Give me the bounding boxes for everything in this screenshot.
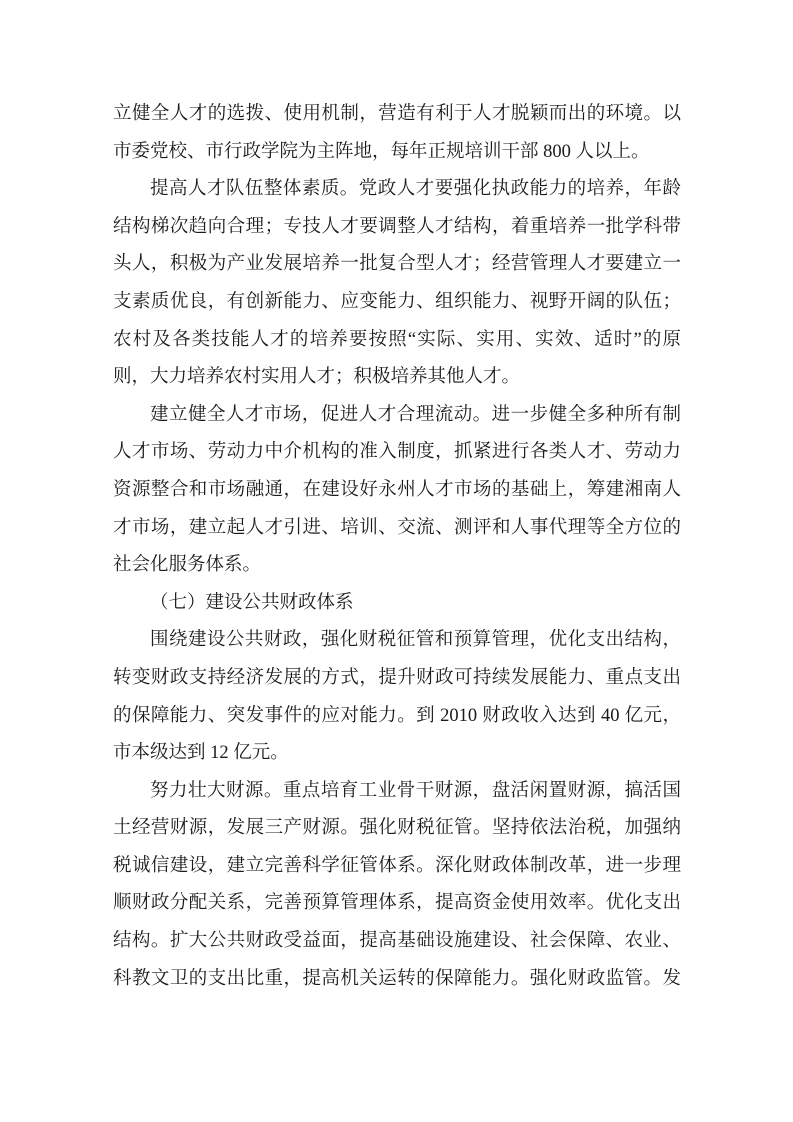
section-heading-7 xyxy=(113,585,681,623)
text-line: 结构梯次趋向合理；专技人才要调整人才结构，着重培养一批学科带 xyxy=(113,216,681,237)
paragraph-public-finance xyxy=(113,622,681,772)
text-line: 的保障能力、突发事件的应对能力。到 2010 财政收入达到 40 亿元， xyxy=(113,705,681,726)
text-line: 市委党校、市行政学院为主阵地，每年正规培训干部 800 人以上。 xyxy=(113,141,650,162)
text-line: 市本级达到 12 亿元。 xyxy=(113,743,289,764)
text-line: 提高人才队伍整体素质。党政人才要强化执政能力的培养，年龄 xyxy=(150,179,681,200)
text-line: 社会化服务体系。 xyxy=(113,555,262,576)
text-line: 税诚信建设，建立完善科学征管体系。深化财政体制改革，进一步理 xyxy=(113,855,681,876)
text-line: 土经营财源，发展三产财源。强化财税征管。坚持依法治税，加强纳 xyxy=(113,818,681,839)
text-line: 头人，积极为产业发展培养一批复合型人才；经营管理人才要建立一 xyxy=(113,254,681,275)
text-line: 科教文卫的支出比重，提高机关运转的保障能力。强化财政监管。发 xyxy=(113,968,681,989)
text-line: 才市场，建立起人才引进、培训、交流、测评和人事代理等全方位的 xyxy=(113,517,681,538)
text-line: 围绕建设公共财政，强化财税征管和预算管理，优化支出结构， xyxy=(150,630,681,651)
text-line: 支素质优良，有创新能力、应变能力、组织能力、视野开阔的队伍； xyxy=(113,291,681,312)
text-line: 转变财政支持经济发展的方式，提升财政可持续发展能力、重点支出 xyxy=(113,667,681,688)
paragraph-fiscal-sources xyxy=(113,773,681,999)
text-line: 则，大力培养农村实用人才；积极培养其他人才。 xyxy=(113,367,521,388)
paragraph-talent-market xyxy=(113,397,681,585)
section-heading: （七）建设公共财政体系 xyxy=(150,592,354,613)
text-line: 人才市场、劳动力中介机构的准入制度，抓紧进行各类人才、劳动力 xyxy=(113,442,681,463)
text-block xyxy=(113,96,681,998)
text-line: 结构。扩大公共财政受益面，提高基础设施建设、社会保障、农业、 xyxy=(113,931,681,952)
paragraph-talent-quality xyxy=(113,171,681,397)
text-line: 努力壮大财源。重点培育工业骨干财源，盘活闲置财源，搞活国 xyxy=(150,780,681,801)
paragraph-talent-mechanism xyxy=(113,96,681,171)
text-line: 建立健全人才市场，促进人才合理流动。进一步健全多种所有制 xyxy=(150,404,681,425)
text-line: 顺财政分配关系，完善预算管理体系，提高资金使用效率。优化支出 xyxy=(113,893,681,914)
text-line: 农村及各类技能人才的培养要按照“实际、实用、实效、适时”的原 xyxy=(113,329,681,350)
text-line: 立健全人才的选拨、使用机制，营造有利于人才脱颖而出的环境。以 xyxy=(113,104,681,124)
text-line: 资源整合和市场融通，在建设好永州人才市场的基础上，筹建湘南人 xyxy=(113,479,681,500)
